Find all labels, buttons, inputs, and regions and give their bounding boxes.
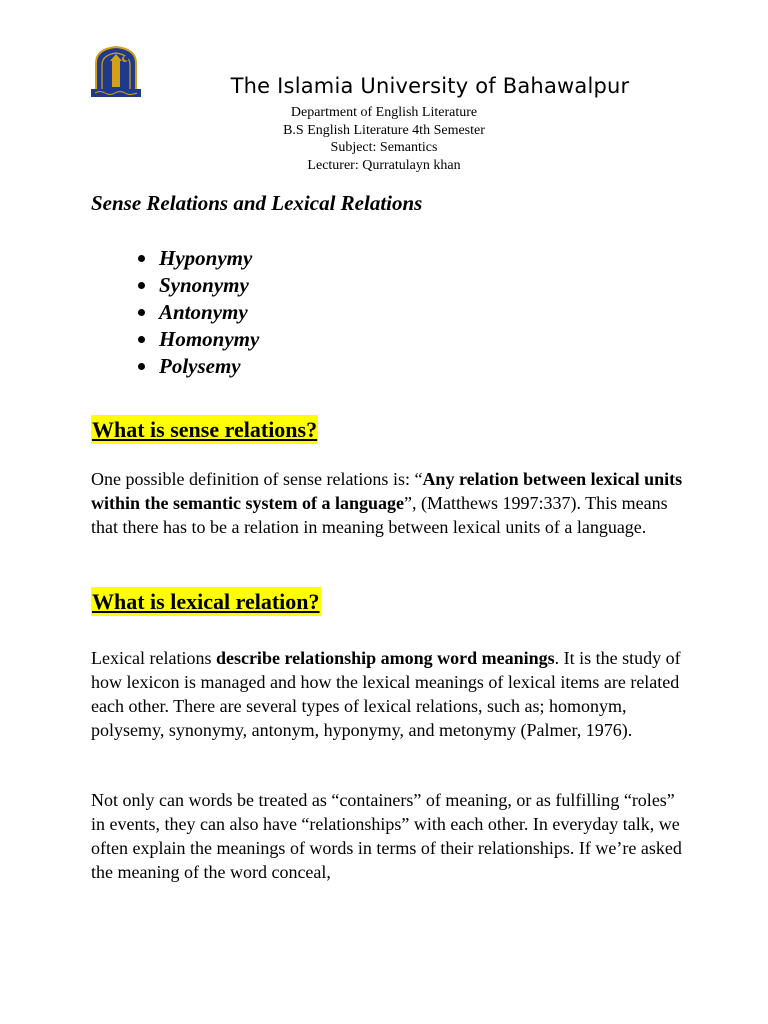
list-item-label: Homonymy [159,327,260,351]
paragraph-text: . It is the study of how lexicon is managed and how the lexical meanings of lexical items are related each other. There are several types of lexical relations, such as; homonym, polysemy, synonymy, antonym, hyponymy, and metonymy (Palmer, 1976). [91,648,681,740]
list-item [135,245,259,272]
list-item [135,272,259,299]
list-item [135,299,259,326]
bullet-icon [138,336,145,343]
topic-title: Sense Relations and Lexical Relations [91,191,423,215]
bullet-icon [138,309,145,316]
section-heading-sense-relations: What is sense relations? [92,417,318,442]
section-heading-lexical-relation: What is lexical relation? [92,589,320,614]
definition-bold-text: Any relation between lexical units within the semantic system of a language [91,469,683,513]
university-title: The Islamia University of Bahawalpur [230,74,630,98]
relations-list [135,245,259,380]
paragraph-text: One possible definition of sense relations is: “ [91,469,423,489]
header-details [0,104,768,174]
emphasis-bold-text: describe relationship among word meanings [215,648,555,668]
list-item [135,326,259,353]
list-item-label: Polysemy [159,354,241,378]
lexical-relations-paragraph [91,646,691,742]
paragraph-text: ”, (Matthews 1997:337). This means that there has to be a relation in meaning between lexical units of a language. [91,493,668,537]
paragraph-text: Lexical relations [91,648,216,668]
sense-relations-paragraph [91,467,691,539]
list-item [135,353,259,380]
bullet-icon [138,282,145,289]
list-item-label: Synonymy [159,273,249,297]
subject-line: Subject: Semantics [330,140,438,155]
department-line: Department of English Literature [290,105,478,120]
bullet-icon [138,363,145,370]
list-item-label: Hyponymy [159,246,253,270]
program-line: B.S English Literature 4th Semester [283,122,485,138]
list-item-label: Antonymy [159,300,248,324]
lecturer-line: Lecturer: Qurratulayn khan [307,157,461,173]
bullet-icon [138,255,145,262]
relationships-paragraph: Not only can words be treated as “containers” of meaning, or as fulfilling “roles” in events, they can also have “relationships” with each other. In everyday talk, we often explain the meanings of words in terms of their relationships. If we’re asked the meaning of the word conceal, [91,790,682,882]
